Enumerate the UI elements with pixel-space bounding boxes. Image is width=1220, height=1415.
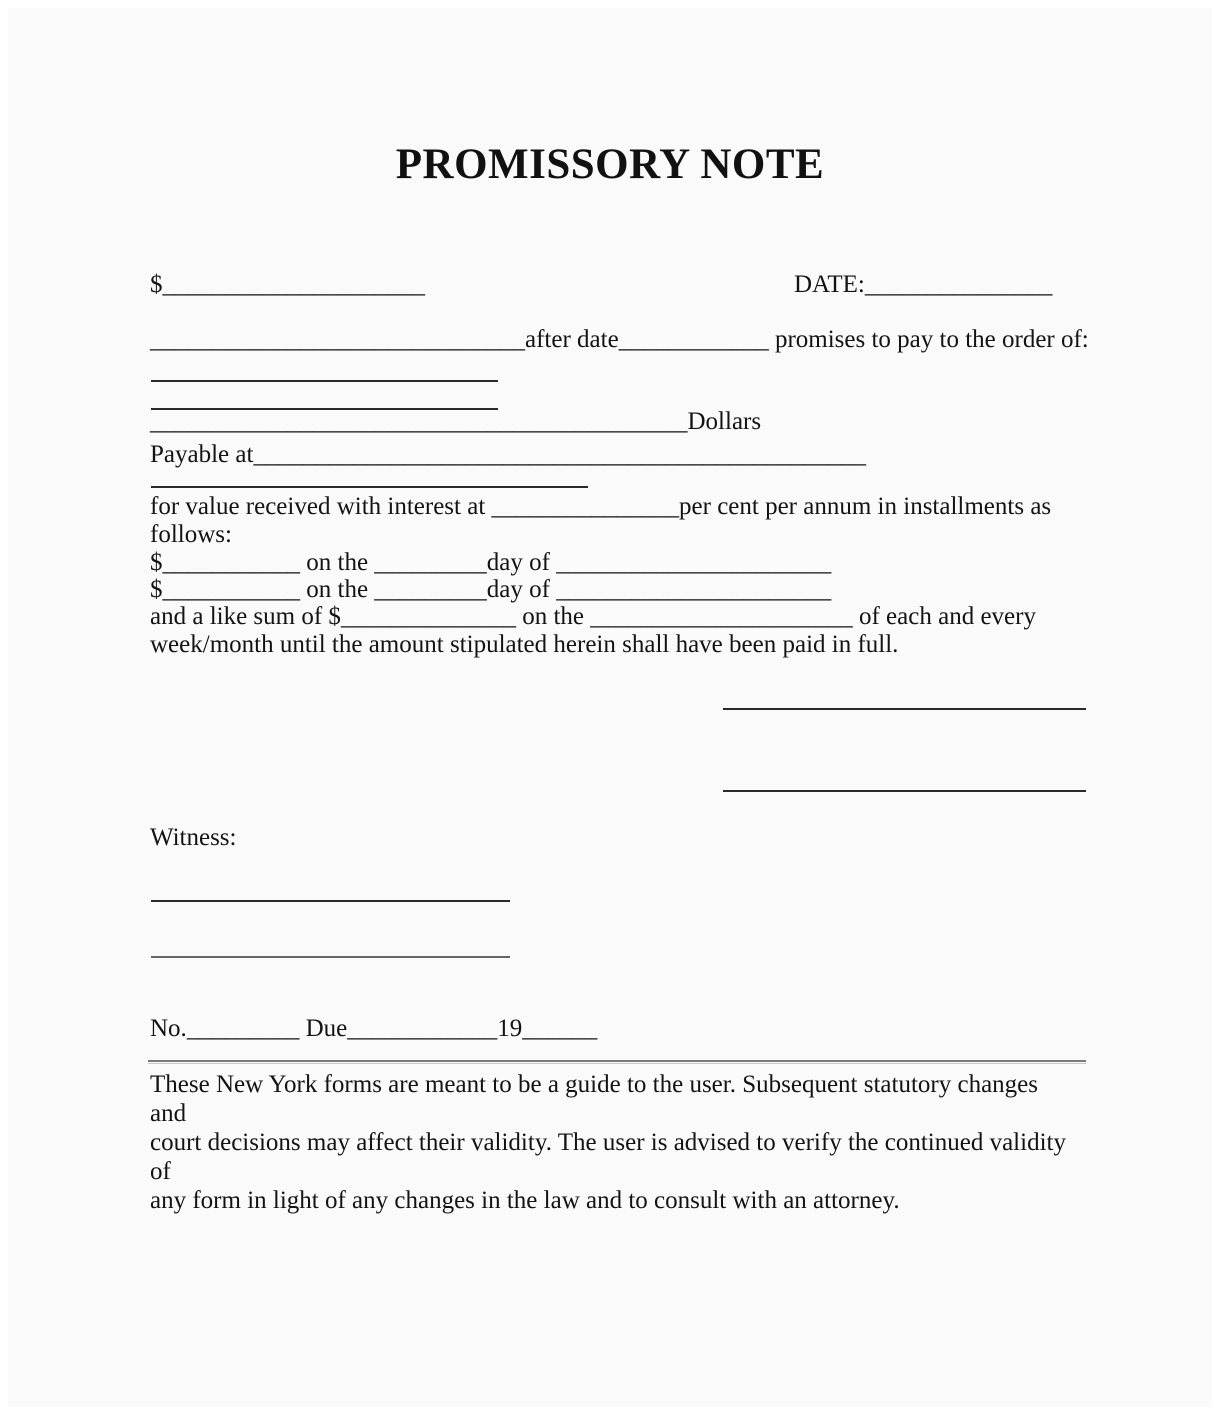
payable-at-blank[interactable]: _________________________________________________ bbox=[253, 441, 866, 468]
after-date-label: after date bbox=[525, 326, 619, 353]
interest-rate-blank[interactable]: _______________ bbox=[491, 493, 680, 520]
year-prefix-label: 19 bbox=[497, 1015, 523, 1042]
due-label: Due bbox=[299, 1015, 348, 1042]
installment-2-amount-blank[interactable]: ___________ bbox=[162, 576, 300, 603]
installment-row-1 bbox=[150, 549, 831, 577]
interest-row bbox=[150, 493, 1051, 521]
like-sum-label-before: and a like sum of $ bbox=[150, 603, 341, 630]
installment-2-on-the-label: on the bbox=[300, 576, 375, 603]
witness-label: Witness: bbox=[150, 824, 237, 851]
disclaimer-text bbox=[150, 1070, 1080, 1215]
signature-line-1[interactable] bbox=[723, 708, 1086, 710]
dollars-row bbox=[150, 408, 761, 436]
payable-at-label: Payable at bbox=[150, 441, 254, 468]
installment-1-day-of-label: day of bbox=[486, 549, 557, 576]
after-date-row bbox=[150, 326, 1089, 354]
disclaimer-divider bbox=[148, 1060, 1086, 1064]
installment-1-on-the-label: on the bbox=[300, 549, 375, 576]
payable-at-row bbox=[150, 441, 866, 469]
amount-blank[interactable]: _____________________ bbox=[162, 271, 425, 298]
date-field-row bbox=[794, 271, 1052, 299]
due-blank[interactable]: ____________ bbox=[347, 1015, 498, 1042]
installment-1-amount-blank[interactable]: ___________ bbox=[162, 549, 300, 576]
promises-to-pay-label: promises to pay to the order of: bbox=[768, 326, 1089, 353]
number-due-row bbox=[150, 1015, 597, 1043]
like-sum-row bbox=[150, 603, 1036, 631]
no-label: No. bbox=[150, 1015, 187, 1042]
dollars-amount-blank[interactable]: ___________________________________________ bbox=[150, 408, 688, 435]
like-sum-period-blank[interactable]: _____________________ bbox=[590, 603, 853, 630]
disclaimer-line-3: any form in light of any changes in the law and to consult with an attorney. bbox=[150, 1187, 900, 1214]
like-sum-amount-blank[interactable]: ______________ bbox=[340, 603, 516, 630]
installment-2-day-blank[interactable]: _________ bbox=[374, 576, 487, 603]
installment-2-month-blank[interactable]: ______________________ bbox=[556, 576, 832, 603]
installment-2-dollar-sign: $ bbox=[150, 576, 163, 603]
signature-line-2[interactable] bbox=[723, 790, 1086, 792]
like-sum-on-the-label: on the bbox=[515, 603, 591, 630]
document-page bbox=[8, 8, 1212, 1407]
installment-row-2 bbox=[150, 576, 831, 604]
disclaimer-line-2: court decisions may affect their validity. The user is advised to verify the continued validity of bbox=[150, 1129, 1066, 1185]
installment-1-dollar-sign: $ bbox=[150, 549, 163, 576]
amount-field-row bbox=[150, 271, 425, 299]
follows-label: follows: bbox=[150, 521, 232, 548]
payable-at-blank-line-2[interactable] bbox=[151, 486, 588, 488]
page-title: PROMISSORY NOTE bbox=[395, 141, 825, 188]
payee-blank-line-1[interactable] bbox=[151, 380, 498, 382]
interest-label-before: for value received with interest at bbox=[150, 493, 492, 520]
installment-1-day-blank[interactable]: _________ bbox=[374, 549, 487, 576]
witness-line-2[interactable] bbox=[151, 956, 510, 958]
year-blank[interactable]: ______ bbox=[522, 1015, 598, 1042]
like-sum-label-after: of each and every bbox=[852, 603, 1036, 630]
installment-2-day-of-label: day of bbox=[486, 576, 557, 603]
interest-label-after: per cent per annum in installments as bbox=[679, 493, 1052, 520]
installment-1-month-blank[interactable]: ______________________ bbox=[556, 549, 832, 576]
until-paid-label: week/month until the amount stipulated herein shall have been paid in full. bbox=[150, 631, 899, 658]
date-label: DATE: bbox=[794, 271, 865, 298]
term-blank[interactable]: ______________________________ bbox=[150, 326, 525, 353]
dollars-label: Dollars bbox=[687, 408, 762, 435]
date-blank[interactable]: _______________ bbox=[864, 271, 1053, 298]
witness-line-1[interactable] bbox=[151, 900, 510, 902]
no-blank[interactable]: _________ bbox=[186, 1015, 300, 1042]
dollar-sign-label: $ bbox=[150, 271, 163, 298]
disclaimer-line-1: These New York forms are meant to be a guide to the user. Subsequent statutory changes and bbox=[150, 1071, 1038, 1127]
maker-blank[interactable]: ____________ bbox=[618, 326, 769, 353]
